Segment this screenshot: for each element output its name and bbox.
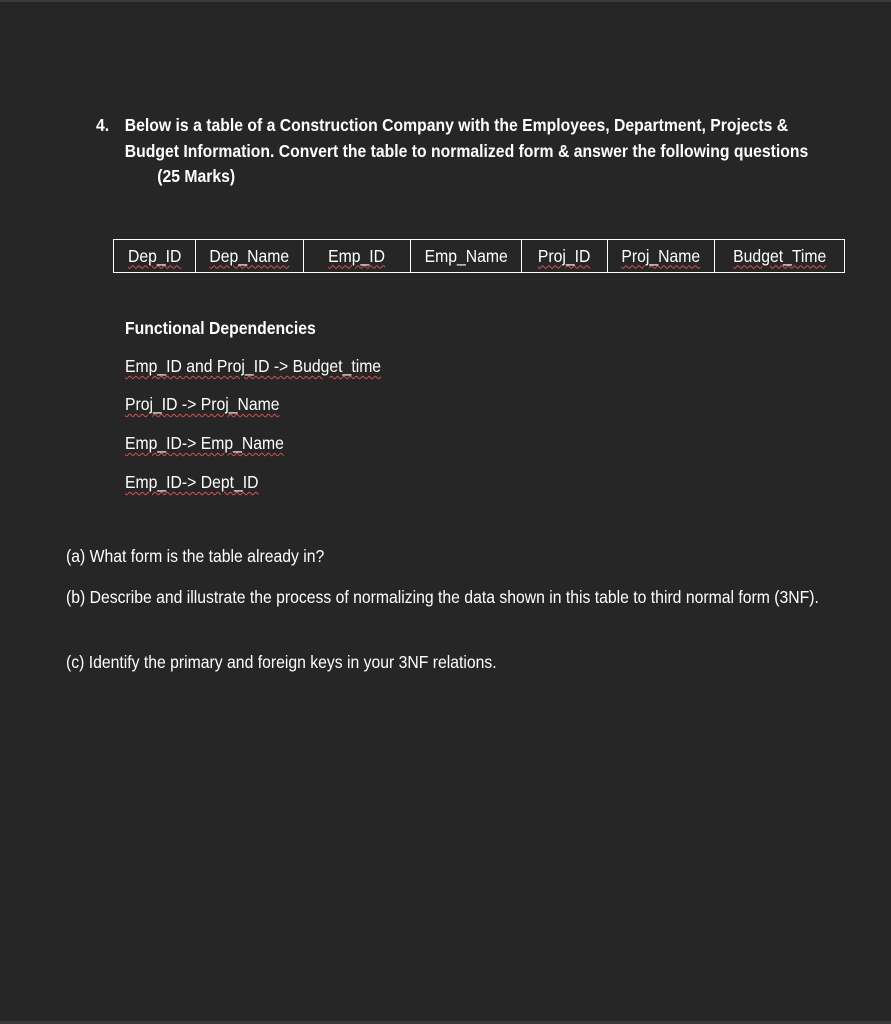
schema-table-wrap: [113, 239, 845, 273]
column-proj-name: Proj_Name: [607, 240, 714, 273]
question-marks: (25 Marks): [157, 166, 236, 186]
schema-table: [113, 239, 845, 273]
question-text: Below is a table of a Construction Company with the Employees, Department, Projects & Budget Information. Convert the table to normalized form & answer the following questions: [124, 115, 809, 161]
functional-dependency-4: Emp_ID-> Dept_ID: [125, 472, 259, 492]
question-number: 4.: [96, 115, 110, 135]
column-emp-id: Emp_ID: [303, 240, 410, 273]
subquestion-b: (b) Describe and illustrate the process of normalizing the data shown in this table to third normal form (3NF).: [66, 587, 819, 607]
subquestion-a: (a) What form is the table already in?: [66, 546, 325, 566]
functional-dependency-2: Proj_ID -> Proj_Name: [125, 394, 280, 414]
column-dep-id: Dep_ID: [114, 240, 196, 273]
functional-dependency-3: Emp_ID-> Emp_Name: [125, 433, 284, 453]
column-emp-name: Emp_Name: [410, 240, 521, 273]
column-budget-time: Budget_Time: [714, 240, 844, 273]
column-proj-id: Proj_ID: [521, 240, 607, 273]
functional-dependency-1: Emp_ID and Proj_ID -> Budget_time: [125, 356, 382, 376]
top-border: [0, 0, 891, 2]
schema-header-row: [114, 240, 845, 273]
question-text-wrap: [125, 113, 827, 190]
subquestion-c: (c) Identify the primary and foreign keys in your 3NF relations.: [66, 652, 497, 672]
column-dep-name: Dep_Name: [196, 240, 304, 273]
functional-dependencies-title: Functional Dependencies: [125, 318, 316, 338]
